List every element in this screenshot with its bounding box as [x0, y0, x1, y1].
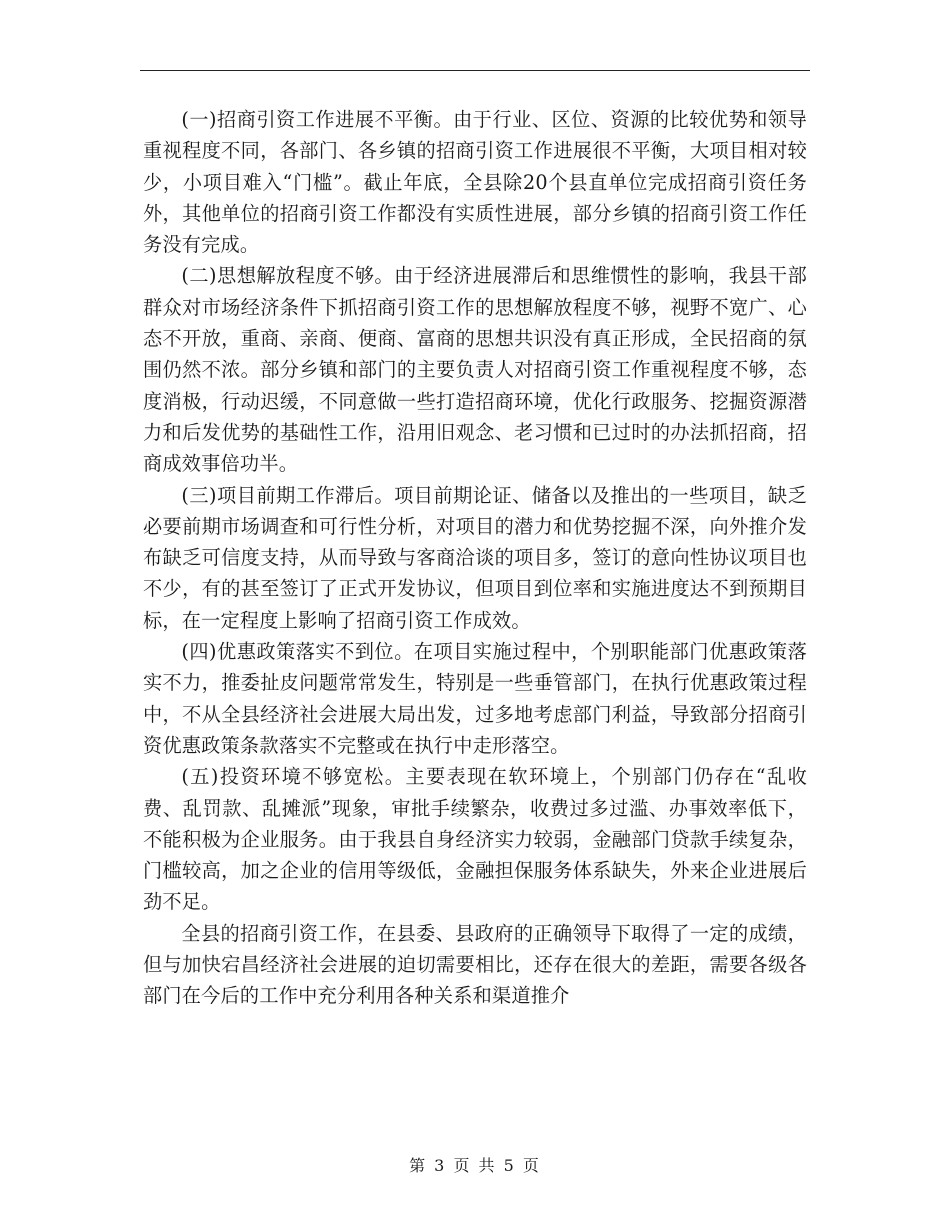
paragraph-5: (五)投资环境不够宽松。主要表现在软环境上，个别部门仍存在“乱收费、乱罚款、乱摊派”现象，审批手续繁杂，收费过多过滥、办事效率低下，不能积极为企业服务。由于我县自身经济实力较弱，金融部门贷款手续复杂，门槛较高，加之企业的信用等级低，金融担保服务体系缺失，外来企业进展后劲不足。	[143, 765, 807, 914]
paragraph-1: (一)招商引资工作进展不平衡。由于行业、区位、资源的比较优势和领导重视程度不同，各部门、各乡镇的招商引资工作进展很不平衡，大项目相对较少，小项目难入“门槛”。截止年底，全县除20个县直单位完成招商引资任务外，其他单位的招商引资工作都没有实质性进展，部分乡镇的招商引资工作任务没有完成。	[143, 108, 807, 257]
paragraph-6: 全县的招商引资工作，在县委、县政府的正确领导下取得了一定的成绩，但与加快宕昌经济社会进展的迫切需要相比，还存在很大的差距，需要各级各部门在今后的工作中充分利用各种关系和渠道推介	[143, 921, 807, 1008]
document-body	[143, 104, 807, 1012]
paragraph-3: (三)项目前期工作滞后。项目前期论证、储备以及推出的一些项目，缺乏必要前期市场调查和可行性分析，对项目的潜力和优势挖掘不深，向外推介发布缺乏可信度支持，从而导致与客商洽谈的项目多，签订的意向性协议项目也不少，有的甚至签订了正式开发协议，但项目到位率和实施进度达不到预期目标，在一定程度上影响了招商引资工作成效。	[143, 483, 807, 632]
paragraph-2: (二)思想解放程度不够。由于经济进展滞后和思维惯性的影响，我县干部群众对市场经济条件下抓招商引资工作的思想解放程度不够，视野不宽广、心态不开放，重商、亲商、便商、富商的思想共识没有真正形成，全民招商的氛围仍然不浓。部分乡镇和部门的主要负责人对招商引资工作重视程度不够，态度消极，行动迟缓，不同意做一些打造招商环境，优化行政服务、挖掘资源潜力和后发优势的基础性工作，沿用旧观念、老习惯和已过时的办法抓招商，招商成效事倍功半。	[143, 264, 807, 476]
page-number-footer: 第 3 页 共 5 页	[409, 1156, 541, 1175]
paragraph-4: (四)优惠政策落实不到位。在项目实施过程中，个别职能部门优惠政策落实不力，推委扯皮问题常常发生，特别是一些垂管部门，在执行优惠政策过程中，不从全县经济社会进展大局出发，过多地考虑部门利益，导致部分招商引资优惠政策条款落实不完整或在执行中走形落空。	[143, 640, 807, 757]
header-rule	[140, 70, 810, 71]
